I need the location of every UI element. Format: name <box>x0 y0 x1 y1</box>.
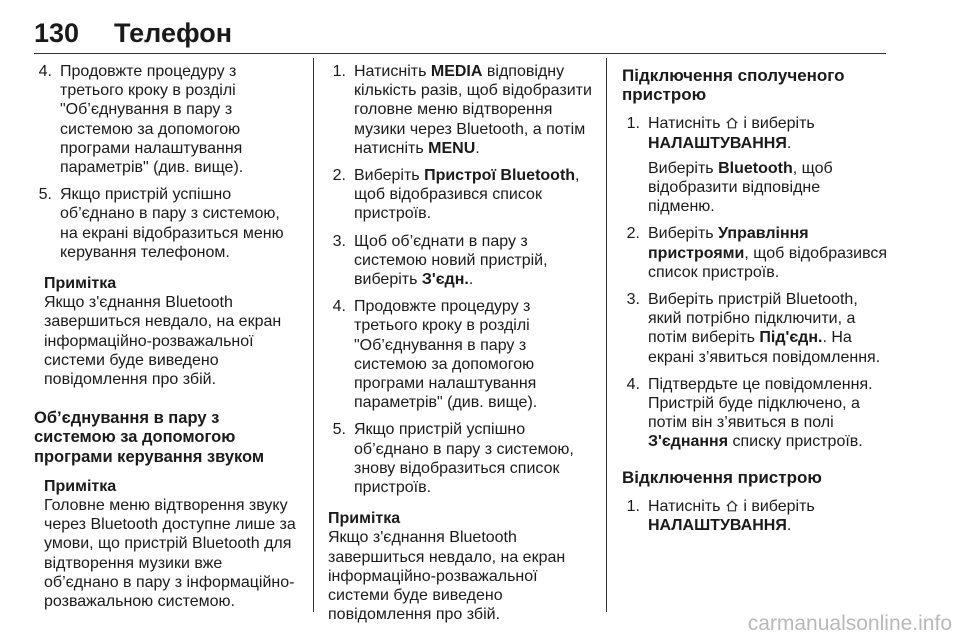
item-text: Натисніть і виберіть НАЛАШТУВАННЯ. Виберіть Bluetooth, щоб відобразити відповідне підменю. <box>648 114 888 216</box>
note-title: Примітка <box>44 275 117 293</box>
list-item <box>622 497 888 535</box>
item-text: Виберіть Управління пристроями, щоб відобразився список пристроїв. <box>648 225 888 281</box>
note-title: Примітка <box>328 510 401 528</box>
list-item <box>622 290 888 367</box>
list-item <box>328 62 592 158</box>
list-item <box>622 114 888 216</box>
list-item <box>622 224 888 282</box>
item-number: 4. <box>332 298 346 316</box>
note-text: Якщо з'єднання Bluetooth завершиться невдало, на екран інформаційно-розважальної системи буде виведено повідомлення про збій. <box>44 294 282 389</box>
item-number: 1. <box>626 497 640 515</box>
list-item <box>622 375 888 452</box>
item-number: 4. <box>626 375 640 393</box>
list-item <box>34 185 298 262</box>
item-number: 4. <box>38 63 52 80</box>
list-item <box>328 420 592 497</box>
item-text: Якщо пристрій успішно об’єднано в пару з системою, знову відобразиться список пристроїв. <box>354 421 574 497</box>
page-header <box>34 18 886 52</box>
section-title: Об’єднування в пару з системою за допомогою програми керування звуком <box>34 409 265 466</box>
note <box>34 477 298 611</box>
column-divider-2 <box>606 58 607 612</box>
item-subtext: Виберіть Bluetooth, щоб відобразити відповідне підменю. <box>648 159 833 216</box>
note-text: Якщо з'єднання Bluetooth завершиться невдало, на екран інформаційно-розважальної системи буде виведено повідомлення про збій. <box>328 529 566 624</box>
column-3 <box>622 62 888 543</box>
item-text: Продовжте процедуру з третього кроку в розділі "Об’єднування в пару з системою за допомогою програми налаштування параметрів" (див. вище). <box>354 298 538 412</box>
item-text: Продовжте процедуру з третього кроку в розділі "Об’єднування в пару з системою за допомогою програми налаштування параметрів" (див. вище). <box>60 63 244 177</box>
item-number: 5. <box>38 186 52 204</box>
note-text: Головне меню відтворення звуку через Bluetooth доступне лише за умови, що пристрій Bluetooth для відтворення музики вже об’єднано в пару з інформаційно-розважальною системою. <box>44 497 296 611</box>
item-text: Щоб об’єднати в пару з системою новий пристрій, виберіть З'єдн.. <box>354 232 548 289</box>
home-icon <box>725 499 739 513</box>
note-title: Примітка <box>44 477 117 495</box>
section-title: Підключення сполученого пристрою <box>622 66 845 105</box>
item-text: Натисніть MEDIA відповідну кількість разів, щоб відобразити головне меню відтворення музики через Bluetooth, а потім натисніть MENU. <box>354 63 592 157</box>
list-item <box>34 62 298 177</box>
item-text: Виберіть Пристрої Bluetooth, щоб відобразився список пристроїв. <box>354 167 580 223</box>
list-item <box>328 166 592 224</box>
item-number: 5. <box>332 421 346 439</box>
note <box>34 274 298 389</box>
home-icon <box>725 116 739 130</box>
item-number: 3. <box>626 291 640 309</box>
item-text: Якщо пристрій успішно об’єднано в пару з системою, на екрані відобразиться меню керування телефоном. <box>60 186 284 261</box>
item-text: Підтвердьте це повідомлення. Пристрій буде підключено, а потім він з’явиться в полі З'єднання списку пристроїв. <box>648 375 873 451</box>
item-text: Виберіть пристрій Bluetooth, який потрібно підключити, а потім виберіть Під'єдн.. На екрані з’явиться повідомлення. <box>648 291 881 366</box>
note <box>328 509 592 624</box>
list-item <box>328 297 592 412</box>
page-number: 130 <box>34 18 80 48</box>
section-title: Відключення пристрою <box>622 467 822 487</box>
item-number: 1. <box>626 115 640 133</box>
item-number: 3. <box>332 232 346 250</box>
column-divider-1 <box>313 58 314 612</box>
column-2 <box>328 62 592 638</box>
list-item <box>328 232 592 290</box>
chapter-title: Телефон <box>114 18 233 48</box>
header-rule <box>34 53 886 54</box>
watermark: carmanualsonline.info <box>747 612 952 635</box>
item-number: 1. <box>332 63 346 80</box>
column-1 <box>34 62 298 625</box>
item-text: Натисніть і виберіть НАЛАШТУВАННЯ. <box>648 497 815 535</box>
item-number: 2. <box>626 225 640 243</box>
item-number: 2. <box>332 167 346 185</box>
